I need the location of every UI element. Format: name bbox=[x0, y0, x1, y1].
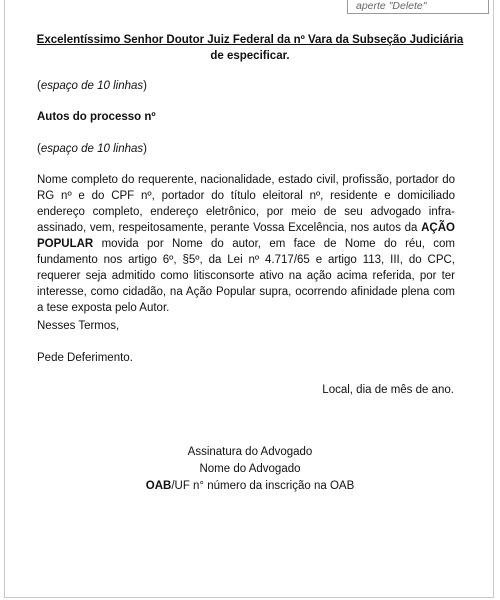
tooltip-text: aperte "Delete" bbox=[356, 0, 427, 12]
action-name: AÇÃO POPULAR bbox=[37, 222, 455, 250]
spacing-note-1-text: espaço de 10 linhas bbox=[40, 80, 144, 92]
spacing-note-1: (espaço de 10 linhas) bbox=[37, 80, 147, 92]
header-line-1: Excelentíssimo Senhor Doutor Juiz Federal da nº Vara da Subseção Judiciária bbox=[36, 34, 464, 46]
closing-terms: Nesses Termos, bbox=[37, 320, 120, 332]
petition-body-part-2: movida por Nome do autor, em face de Nome do réu, com fundamento nos artigo 6º, §5º, da Lei nº 4.717/65 e artigo 113, III, do CPC, requerer seja admitido como litisconsorte ativo na ação acima referida, por ter interesse, como cidadão, na Ação Popular supra, ocorrendo afinidade plena com a tese exposta pelo Autor. bbox=[37, 238, 455, 314]
process-title: Autos do processo nº bbox=[37, 111, 156, 123]
signature-line: Assinatura do Advogado bbox=[187, 446, 313, 458]
oab-label: OAB bbox=[145, 480, 172, 492]
spacing-note-2: (espaço de 10 linhas) bbox=[37, 143, 147, 155]
header-line-2: de especificar. bbox=[210, 50, 290, 62]
lawyer-name: Nome do Advogado bbox=[199, 463, 301, 475]
spacing-note-2-text: espaço de 10 linhas bbox=[40, 143, 144, 155]
document-header bbox=[20, 32, 480, 64]
petition-body bbox=[37, 172, 455, 316]
place-date: Local, dia de mês de ano. bbox=[322, 384, 454, 396]
oab-line bbox=[80, 478, 420, 495]
tooltip bbox=[347, 0, 489, 14]
petition-body-part-1: Nome completo do requerente, nacionalidade, estado civil, profissão, portador do RG nº e do CPF nº, portador do título eleitoral nº, residente e domiciliado endereço completo, endereço eletrônico, por meio de seu advogado infra-assinado, vem, respeitosamente, perante Vossa Excelência, nos autos da bbox=[37, 174, 455, 234]
signature-block bbox=[80, 444, 420, 495]
closing-request: Pede Deferimento. bbox=[37, 352, 133, 364]
oab-number: /UF n° número da inscrição na OAB bbox=[171, 480, 355, 492]
